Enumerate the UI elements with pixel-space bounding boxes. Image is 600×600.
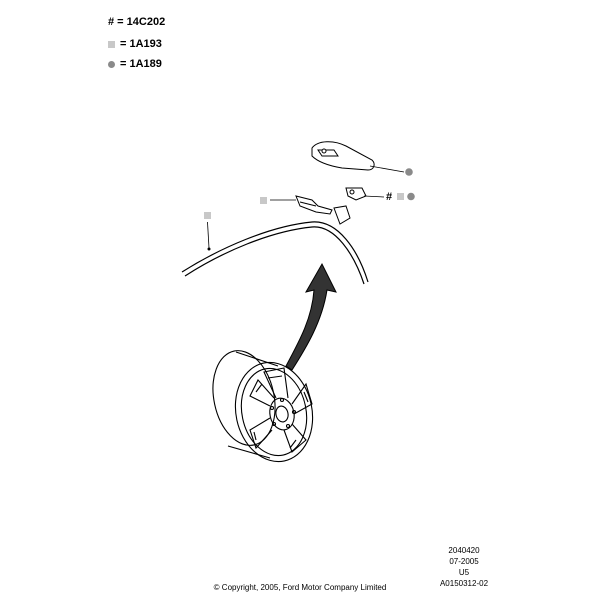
end-piece-leader-line — [370, 166, 404, 172]
reference-number: 2040420 — [448, 546, 480, 555]
wheel-icon — [205, 345, 322, 469]
legend-text-square: = 1A193 — [120, 38, 162, 50]
dot-callout-icon — [405, 168, 413, 176]
fastener-piece — [346, 188, 366, 200]
direction-arrow-icon — [286, 264, 336, 370]
hash-callout-label: # — [386, 191, 393, 203]
legend-text-hash: # = 14C202 — [108, 16, 166, 28]
arch-callout — [204, 212, 211, 251]
reference-code: A0150312-02 — [439, 579, 489, 588]
reference-date: 07-2005 — [449, 557, 479, 566]
square-callout-icon — [260, 197, 267, 204]
legend-text-dot: = 1A189 — [120, 58, 162, 70]
dot-callout-icon — [407, 193, 415, 201]
fastener-leader-line — [364, 196, 384, 197]
moulding-end-piece — [312, 142, 374, 170]
wheel-arch-moulding — [182, 222, 368, 284]
square-callout-icon — [204, 212, 211, 219]
moulding-clip — [296, 196, 350, 224]
reference-model: U5 — [458, 568, 470, 577]
copyright-notice: © Copyright, 2005, Ford Motor Company Limited — [213, 583, 387, 592]
square-callout-icon — [397, 193, 404, 200]
